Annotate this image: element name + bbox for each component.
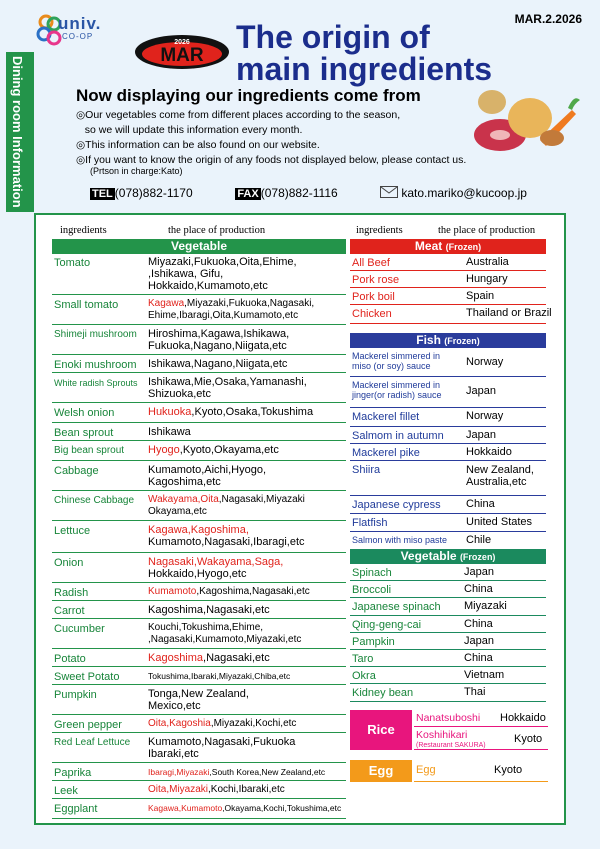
vegetable-name: Enoki mushroom (54, 359, 137, 371)
rice-name: Koshihikari (416, 729, 468, 741)
mail-icon (380, 186, 398, 198)
vegetable-place (148, 464, 266, 488)
meat-row (350, 306, 552, 324)
vegetable-place (148, 736, 295, 760)
vegetable-row (52, 783, 346, 799)
veg-frozen-row-place: Vietnam (464, 669, 505, 681)
vegetable-place-rest: Miyazaki,Fukuoka,Oita,Ehime, ,Ishikawa, Gifu, Hokkaido,Kumamoto,etc (148, 256, 297, 292)
vegetable-place (148, 256, 297, 292)
email-link[interactable]: kato.mariko@kucoop.jp (401, 186, 527, 200)
veg-frozen-row-name: Taro (352, 653, 374, 665)
meat-title: Meat (414, 239, 443, 253)
rice-row (414, 710, 548, 727)
vegetable-name: Potato (54, 653, 86, 665)
veg-frozen-row-place: Japan (464, 566, 494, 578)
vegetable-row (52, 493, 346, 521)
vegetable-place-rest: Ishikawa,Nagano,Niigata,etc (148, 358, 288, 370)
vegetable-place (148, 328, 289, 352)
meat-row-place: Australia (466, 256, 509, 268)
vegetable-row (52, 375, 346, 403)
vegetable-place-rest: Kumamoto,Nagasaki,Fukuoka Ibaraki,etc (148, 736, 296, 760)
vegetable-place-rest: ,Okayama,Kochi,Tokushima,etc (222, 803, 342, 813)
vegetable-row (52, 443, 346, 461)
vegetable-place-rest: ,Kagoshima,Nagasaki,etc (196, 586, 310, 597)
vegetable-place-rest: Kumamoto,Nagasaki,Ibaragi,etc (148, 536, 305, 548)
vegetable-place (148, 406, 313, 418)
fish-row (350, 462, 546, 496)
vegetable-place-highlight: Kagawa,Kumamoto (148, 803, 223, 813)
vegetable-place (148, 670, 290, 682)
vegetable-place-highlight: Oita,Miyazaki (148, 784, 209, 795)
rice-sub: (Restaurant SAKURA) (416, 742, 486, 749)
vegetable-row (52, 801, 346, 819)
vegetable-name: Shimeji mushroom (54, 329, 137, 340)
vegetable-name: Paprika (54, 767, 92, 779)
vegetable-place-highlight: Oita,Kagoshia (148, 718, 211, 729)
vegetable-name: Pumpkin (54, 689, 97, 701)
vegetable-place (148, 358, 287, 370)
veg-frozen-row-place: Thai (464, 686, 486, 698)
vegetable-row (52, 621, 346, 649)
meat-row-name: Pork rose (352, 274, 400, 286)
veg-frozen-row (350, 634, 546, 650)
vegetable-name: Cucumber (54, 623, 105, 635)
vegetable-name: Green pepper (54, 719, 122, 731)
fax-number: (078)882-1116 (260, 186, 338, 200)
vegetable-row (52, 735, 346, 763)
meat-header (350, 239, 546, 254)
vegetable-name: White radish Sprouts (54, 378, 138, 388)
logo-sub-text: CO-OP (62, 32, 94, 41)
fish-row-name: Salmom in autumn (352, 430, 444, 442)
egg-row (414, 760, 548, 782)
rice-header: Rice (350, 710, 412, 750)
fish-row-place: Chile (466, 534, 492, 546)
vegetable-row (52, 687, 346, 715)
vegetable-header: Vegetable (52, 239, 346, 254)
vegetable-place-highlight: Nagasaki,Wakayama,Saga, (148, 556, 284, 568)
food-illustration-icon (470, 80, 580, 160)
fish-row-place: United States (466, 516, 533, 528)
veg-frozen-header (350, 549, 546, 564)
vegetable-name: Bean sprout (54, 427, 114, 439)
vegetable-place (148, 556, 283, 580)
badge-month: MAR (160, 45, 204, 66)
vegetable-place (148, 524, 305, 548)
meat-row-place: Hungary (466, 273, 508, 285)
vegetable-place (148, 494, 305, 518)
veg-frozen-row-name: Broccoli (352, 584, 392, 596)
vegetable-place (148, 718, 296, 730)
vegetable-row (52, 425, 346, 441)
vegetable-place-rest: Kumamoto,Aichi,Hyogo, Kagoshima,etc (148, 464, 266, 488)
vegetable-name: Chinese Cabbage (54, 495, 135, 506)
vegetable-place (148, 766, 325, 778)
meat-row-name: Pork boil (352, 291, 395, 303)
vegetable-name: Onion (54, 557, 84, 569)
egg-name: Egg (416, 764, 436, 776)
issue-date: MAR.2.2026 (514, 12, 582, 26)
vegetable-place (148, 784, 285, 796)
veg-frozen-row-name: Pampkin (352, 636, 395, 648)
fish-row (350, 349, 546, 377)
person-in-charge: (Prtson in charge:Kato) (90, 166, 183, 176)
veg-frozen-row (350, 617, 546, 633)
col-header-ingredients-right: ingredients (356, 225, 403, 236)
vegetable-row (52, 327, 346, 355)
vegetable-place-highlight: Kagawa (148, 298, 185, 309)
fish-row-name: Japanese cypress (352, 499, 441, 511)
meat-qual: (Frozen) (445, 242, 482, 252)
vegetable-row (52, 405, 346, 423)
fish-row-name: Salmon with miso paste (352, 535, 448, 545)
egg-header: Egg (350, 760, 412, 782)
meat-row-name: Chicken (352, 308, 392, 320)
vegetable-name: Cabbage (54, 465, 99, 477)
fish-row-name: Mackerel simmered in jinger(or radish) sauce (352, 380, 442, 400)
fish-row-name: Flatfish (352, 517, 388, 529)
veg-frozen-row-name: Japanese spinach (352, 601, 441, 613)
vegetable-name: Lettuce (54, 525, 91, 537)
meat-row-place: Thailand or Brazil (466, 307, 552, 319)
col-header-ingredients-left: ingredients (60, 225, 107, 236)
meat-row-place: Spain (466, 290, 495, 302)
vegetable-place (148, 688, 249, 712)
vegetable-place-rest: Ishikawa (148, 426, 191, 438)
month-badge (134, 34, 230, 70)
fish-row-place: China (466, 498, 495, 510)
vegetable-row (52, 585, 346, 601)
vegetable-place-rest: Tonga,New Zealand, Mexico,etc (148, 688, 249, 712)
fish-row (350, 428, 546, 444)
vegetable-place (148, 802, 341, 814)
contact-line (90, 186, 527, 200)
vegetable-row (52, 523, 346, 553)
vegetable-place-highlight: Wakayama,Oita (148, 494, 219, 505)
veg-frozen-row-place: China (464, 583, 493, 595)
fish-title: Fish (416, 333, 441, 347)
veg-frozen-row-name: Kidney bean (352, 687, 414, 699)
fish-row (350, 515, 546, 532)
vegetable-place-rest: ,Miyazaki,Fukuoka,Nagasaki, Ehime,Ibaragi,Oita,Kumamoto,etc (148, 298, 315, 321)
fish-row (350, 533, 546, 550)
veg-frozen-row (350, 668, 546, 684)
veg-frozen-row (350, 565, 546, 581)
veg-frozen-row (350, 685, 546, 702)
vegetable-place (148, 376, 307, 400)
fax-tag: FAX (237, 188, 259, 200)
col-header-place-left: the place of production (168, 225, 266, 236)
fish-row-place: Norway (466, 410, 504, 422)
vegetable-name: Radish (54, 587, 89, 599)
vegetable-place-highlight: Hukuoka (148, 406, 192, 418)
fish-row-name: Shiira (352, 464, 381, 476)
veg-frozen-row-name: Spinach (352, 567, 392, 579)
fish-row-name: Mackerel simmered in miso (or soy) sauce (352, 351, 441, 371)
vegetable-name: Welsh onion (54, 407, 115, 419)
vegetable-row (52, 669, 346, 685)
vegetable-place-rest: ,Kyoto,Osaka,Tokushima (191, 406, 314, 418)
ingredients-board (34, 213, 566, 825)
vegetable-place-rest: Hokkaido,Hyogo,etc (148, 568, 247, 580)
vegetable-place-rest: Kagoshima,Nagasaki,etc (148, 604, 270, 616)
vegetable-name: Sweet Potato (54, 671, 120, 683)
col-header-place-right: the place of production (438, 225, 536, 236)
vegetable-row (52, 297, 346, 325)
vegetable-place (148, 622, 301, 646)
veg-frozen-row-place: Japan (464, 635, 494, 647)
tel-number: (078)882-1170 (114, 186, 193, 200)
veg-frozen-row (350, 651, 546, 667)
vegetable-name: Big bean sprout (54, 445, 125, 456)
fish-row (350, 445, 546, 461)
vegetable-place (148, 426, 191, 438)
veg-frozen-row-place: China (464, 618, 493, 630)
fish-qual: (Frozen) (444, 336, 480, 346)
veg-frozen-row (350, 599, 546, 616)
veg-frozen-title: Vegetable (400, 549, 457, 563)
veg-frozen-row-place: China (464, 652, 493, 664)
veg-frozen-row (350, 582, 546, 598)
fish-row-name: Mackerel pike (352, 447, 420, 459)
fish-row-name: Mackerel fillet (352, 411, 420, 423)
fish-row-place: Norway (466, 356, 504, 368)
logo-main-text: univ. (58, 14, 102, 33)
vegetable-name: Red Leaf Lettuce (54, 737, 131, 748)
rice-place: Hokkaido (500, 712, 546, 724)
veg-frozen-row-name: Qing-geng-cai (352, 619, 422, 631)
vegetable-place-rest: Hiroshima,Kagawa,Ishikawa, Fukuoka,Nagano,Niigata,etc (148, 328, 290, 352)
rice-row (414, 728, 548, 750)
vegetable-name: Eggplant (54, 803, 98, 815)
vegetable-place (148, 652, 270, 664)
vegetable-row (52, 603, 346, 619)
fish-row-place: Japan (466, 385, 496, 397)
rice-place: Kyoto (514, 733, 543, 745)
title-line-1: The origin of (236, 19, 430, 55)
vegetable-place-highlight: Kumamoto (148, 586, 197, 597)
vegetable-name: Carrot (54, 605, 85, 617)
fish-row-place: Hokkaido (466, 446, 512, 458)
vegetable-place-highlight: Ibaragi,Miyazaki (148, 767, 210, 777)
vegetable-place-rest: ,Kyoto,Okayama,etc (179, 444, 279, 456)
vegetable-row (52, 357, 346, 373)
vegetable-place-rest: ,Kochi,Ibaraki,etc (208, 784, 285, 795)
rice-name: Nanatsuboshi (416, 712, 481, 724)
vegetable-row (52, 255, 346, 295)
tel-tag: TEL (92, 188, 113, 200)
vegetable-place-rest: ,Nagasaki,Miyazaki Okayama,etc (148, 494, 305, 517)
vegetable-place-highlight: Kagawa,Kagoshima, (148, 524, 249, 536)
fish-row (350, 409, 546, 427)
notice-text: ◎Our vegetables come from different places according to the season, so we will update this information every month. ◎This information can be also found on our website. ◎If you want to know the origin of any foods not displayed below, please contact us. (76, 109, 467, 166)
vegetable-row (52, 555, 346, 583)
title-line-2: main ingredients (236, 51, 493, 87)
vegetable-name: Leek (54, 785, 78, 797)
meat-row (350, 255, 546, 271)
vegetable-place (148, 298, 314, 322)
veg-frozen-row-place: Miyazaki (464, 600, 507, 612)
meat-row (350, 289, 546, 305)
veg-frozen-row-name: Okra (352, 670, 376, 682)
fish-row (350, 497, 546, 514)
vegetable-place (148, 586, 310, 598)
fish-row-place: Japan (466, 429, 496, 441)
fish-header (350, 333, 546, 348)
veg-frozen-qual: (Frozen) (459, 552, 496, 562)
meat-row (350, 272, 546, 288)
vegetable-name: Small tomato (54, 299, 119, 311)
vegetable-row (52, 651, 346, 667)
vegetable-place-rest: Ishikawa,Mie,Osaka,Yamanashi, Shizuoka,etc (148, 376, 307, 400)
vegetable-row (52, 717, 346, 733)
vegetable-row (52, 765, 346, 781)
vegetable-place-rest: ,Miyazaki,Kochi,etc (210, 718, 297, 729)
egg-place: Kyoto (494, 764, 523, 776)
vegetable-row (52, 463, 346, 491)
subtitle: Now displaying our ingredients come from (76, 86, 421, 105)
vegetable-place-rest: ,South Korea,New Zealand,etc (209, 767, 326, 777)
vegetable-place-rest: Kouchi,Tokushima,Ehime, ,Nagasaki,Kumamoto,Miyazaki,etc (148, 622, 302, 645)
badge-year: 2026 (174, 39, 190, 46)
fish-row-place: New Zealand, Australia,etc (466, 464, 534, 488)
meat-row-name: All Beef (352, 257, 390, 269)
vegetable-place (148, 604, 270, 616)
vegetable-place-rest: ,Nagasaki,etc (203, 652, 270, 664)
vegetable-place-highlight: Hyogo (148, 444, 180, 456)
vegetable-place (148, 444, 279, 456)
vegetable-place-highlight: Kagoshima (148, 652, 204, 664)
side-label: Dining room Information (10, 56, 25, 208)
vegetable-name: Tomato (54, 257, 91, 269)
vegetable-place-rest: Tokushima,Ibaraki,Miyazaki,Chiba,etc (148, 671, 291, 681)
fish-row (350, 378, 546, 408)
